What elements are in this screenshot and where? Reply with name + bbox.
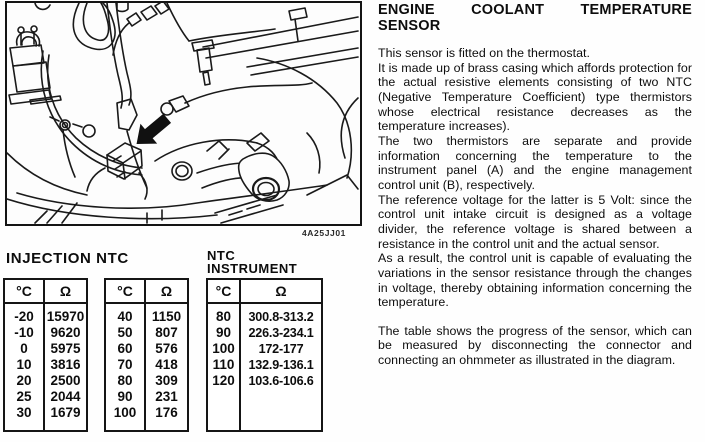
temp-cell: 90 (117, 389, 133, 404)
resistance-cell: 418 (155, 357, 178, 372)
temp-cell: 25 (16, 389, 32, 404)
article-title (378, 3, 692, 34)
ntc-instrument-title-line2: INSTRUMENT (207, 260, 298, 276)
injection-ntc-title: INJECTION NTC (6, 250, 129, 267)
resistance-cell: 9620 (50, 325, 81, 340)
ntc-instrument-title (207, 250, 297, 275)
figure-code: 4A25JJ01 (301, 228, 346, 238)
temp-column-header: °C (106, 280, 144, 304)
engine-bay-illustration (7, 3, 360, 224)
resistance-cell: 172-177 (258, 342, 304, 356)
temp-cell: 50 (117, 325, 133, 340)
paragraph: This sensor is fitted on the thermostat. (378, 46, 591, 60)
resistance-cell: 3816 (50, 357, 81, 372)
article-title-line2: SENSOR (378, 17, 441, 34)
resistance-cell: 226.3-234.1 (248, 326, 314, 340)
ntc-instrument-title-line1: NTC (207, 248, 236, 263)
resistance-cell: 103.6-106.6 (248, 374, 314, 388)
resistance-cell: 132.9-136.1 (248, 358, 314, 372)
injection-ntc-table-left (3, 278, 88, 432)
resistance-cell: 2500 (50, 373, 81, 388)
title-word: TEMPERATURE (580, 2, 692, 18)
temp-cell: 100 (212, 341, 235, 356)
ntc-instrument-table (206, 278, 323, 432)
temp-cell: 120 (212, 373, 235, 388)
article-body (378, 46, 692, 368)
resistance-cell: 807 (155, 325, 178, 340)
resistance-column-header: Ω (45, 280, 86, 304)
paragraph: The table shows the progress of the sensor, which can be measured by disconnecting the connector and connecting an ohmmeter as illustrated in the diagram. (378, 323, 692, 368)
title-word: ENGINE (378, 2, 435, 18)
temp-cell: 80 (215, 309, 232, 324)
resistance-cell: 5975 (50, 341, 81, 356)
resistance-cell: 15970 (46, 309, 85, 324)
engine-bay-figure (5, 1, 362, 226)
article-title-line1 (378, 3, 692, 19)
temp-cell: 20 (16, 373, 32, 388)
paragraph: The reference voltage for the latter is 5 Volt: since the control unit intake circuit is designed as a voltage divider, the reference voltage is shared between a resistance in the control unit and the actual sensor. (378, 192, 692, 251)
resistance-column-header: Ω (146, 280, 187, 304)
temp-cell: -10 (14, 325, 34, 340)
paragraph: The two thermistors are separate and provide information concerning the temperature to the instrument panel (A) and the engine management control unit (B), respectively. (378, 133, 692, 192)
injection-ntc-table-right (104, 278, 189, 432)
resistance-cell: 1679 (50, 405, 81, 420)
resistance-cell: 1150 (151, 309, 182, 324)
resistance-cell: 2044 (50, 389, 81, 404)
paragraph: It is made up of brass casing which affords protection for the actual resistive elements consisting of two NTC (Negative Temperature Coefficient) type thermistors whose electrical resistance decreases as the temperature increases). (378, 60, 692, 134)
temp-cell: 100 (113, 405, 137, 420)
resistance-column-header: Ω (241, 280, 321, 304)
temp-column-header: °C (5, 280, 43, 304)
temp-cell: -20 (14, 309, 34, 324)
resistance-cell: 231 (155, 389, 178, 404)
paragraph: As a result, the control unit is capable of evaluating the variations in the sensor resistance through the changes in voltage, thereby obtaining information concerning the temperature. (378, 251, 692, 310)
article (378, 3, 692, 368)
temp-cell: 40 (117, 309, 133, 324)
temp-cell: 80 (117, 373, 133, 388)
title-word: COOLANT (471, 2, 545, 18)
temp-cell: 70 (117, 357, 133, 372)
temp-cell: 90 (215, 325, 232, 340)
temp-cell: 30 (16, 405, 32, 420)
resistance-cell: 309 (155, 373, 178, 388)
temp-cell: 60 (117, 341, 133, 356)
temp-column-header: °C (208, 280, 239, 304)
temp-cell: 0 (20, 341, 28, 356)
resistance-cell: 300.8-313.2 (248, 310, 314, 324)
resistance-cell: 176 (155, 405, 178, 420)
temp-cell: 10 (16, 357, 32, 372)
resistance-cell: 576 (155, 341, 178, 356)
temp-cell: 110 (212, 357, 235, 372)
